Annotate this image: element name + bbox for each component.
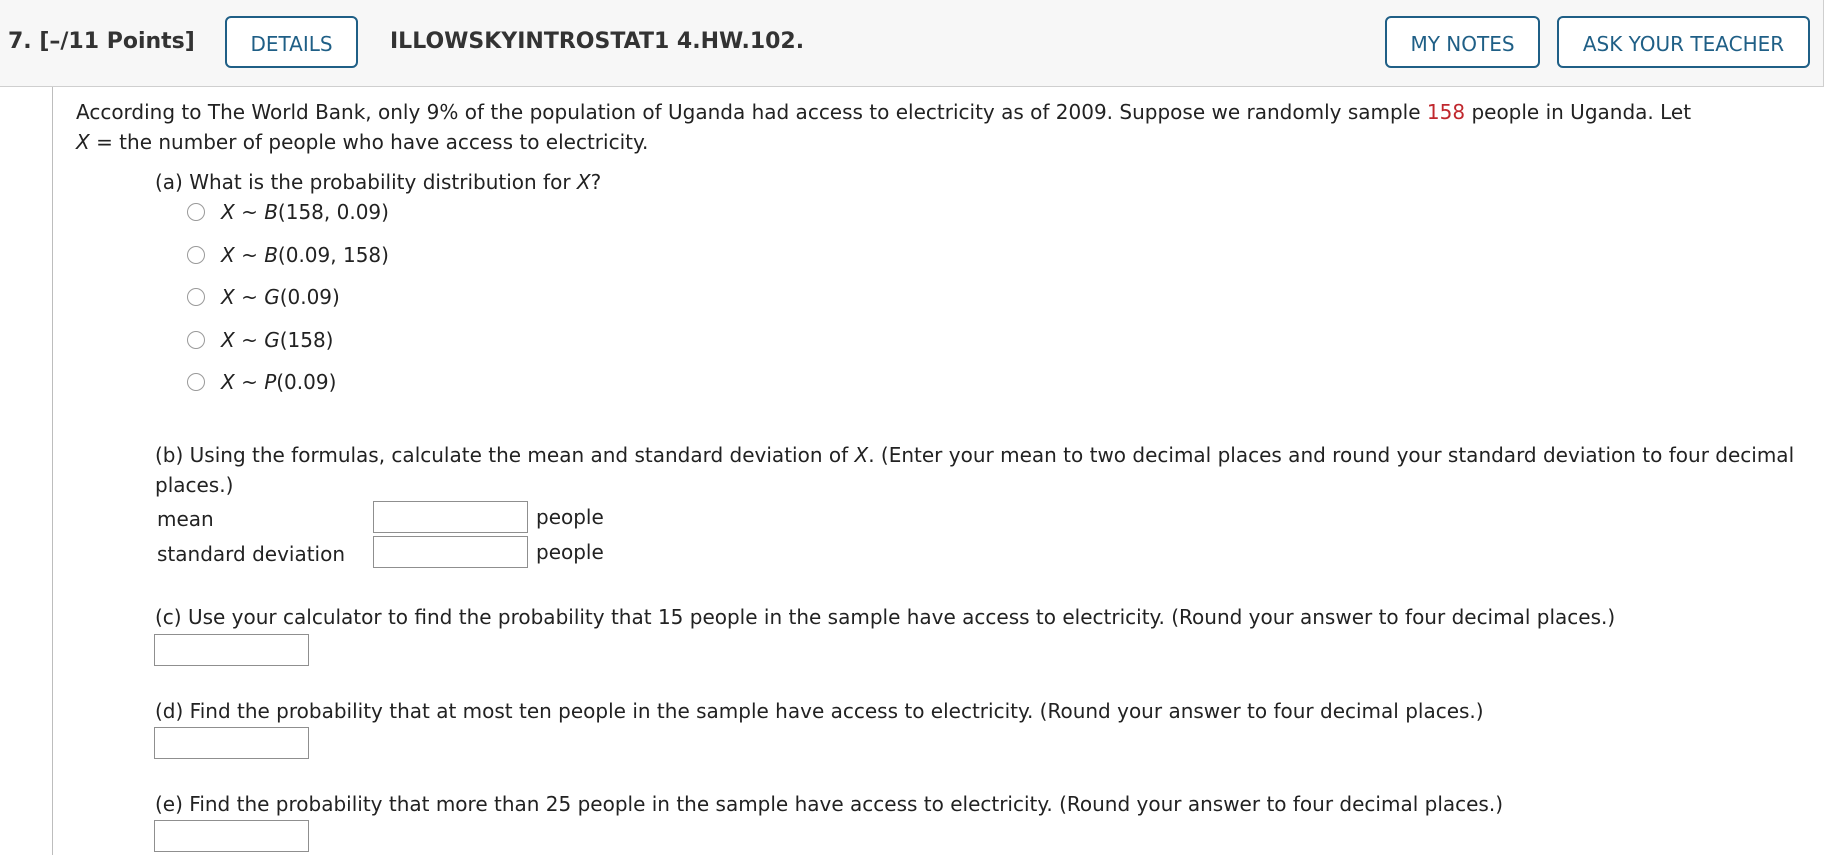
radio-option-3[interactable]: [187, 288, 205, 306]
mean-input[interactable]: [373, 501, 528, 533]
part-b-prompt-line1: (b) Using the formulas, calculate the mean and standard deviation of X. (Enter your mean to two decimal places and round your standard deviation to four decimal: [155, 443, 1795, 467]
my-notes-button[interactable]: MY NOTES: [1385, 16, 1540, 68]
mean-unit: people: [536, 505, 604, 529]
question-panel: [52, 87, 1824, 855]
part-d-input[interactable]: [154, 727, 309, 759]
question-points: [8, 29, 195, 54]
part-b-prompt-line2: places.): [155, 473, 234, 497]
sample-size: 158: [1426, 100, 1466, 124]
part-a-prompt: (a) What is the probability distribution for X?: [155, 170, 602, 194]
part-e-prompt: (e) Find the probability that more than 25 people in the sample have access to electricity. (Round your answer to four decimal places.): [155, 792, 1504, 816]
mean-label: mean: [157, 507, 214, 531]
part-e-input[interactable]: [154, 820, 309, 852]
ask-teacher-button[interactable]: ASK YOUR TEACHER: [1557, 16, 1810, 68]
radio-option-5[interactable]: [187, 373, 205, 391]
question-number: 7.: [8, 29, 32, 54]
sd-input[interactable]: [373, 536, 528, 568]
sd-label: standard deviation: [157, 542, 346, 566]
part-c-prompt: (c) Use your calculator to find the probability that 15 people in the sample have access to electricity. (Round your answer to four decimal places.): [155, 605, 1616, 629]
question-intro-line2: X = the number of people who have access to electricity.: [76, 130, 649, 154]
option-2-label[interactable]: X ~ B(0.09, 158): [221, 243, 389, 267]
radio-option-1[interactable]: [187, 203, 205, 221]
question-header: [0, 0, 1824, 87]
part-d-prompt: (d) Find the probability that at most ten people in the sample have access to electricity. (Round your answer to four decimal places.): [155, 699, 1484, 723]
option-1-label[interactable]: X ~ B(158, 0.09): [221, 200, 389, 224]
option-3-label[interactable]: X ~ G(0.09): [221, 285, 340, 309]
option-4-label[interactable]: X ~ G(158): [221, 328, 334, 352]
question-intro-line1: According to The World Bank, only 9% of the population of Uganda had access to electricity as of 2009. Suppose we randomly sample 158 people in Uganda. Let: [76, 100, 1692, 124]
option-5-label[interactable]: X ~ P(0.09): [221, 370, 337, 394]
sd-unit: people: [536, 540, 604, 564]
radio-option-2[interactable]: [187, 246, 205, 264]
points-label: [–/11 Points]: [39, 29, 195, 54]
assignment-code: ILLOWSKYINTROSTAT1 4.HW.102.: [390, 29, 805, 54]
radio-option-4[interactable]: [187, 331, 205, 349]
details-button[interactable]: DETAILS: [225, 16, 358, 68]
part-c-input[interactable]: [154, 634, 309, 666]
